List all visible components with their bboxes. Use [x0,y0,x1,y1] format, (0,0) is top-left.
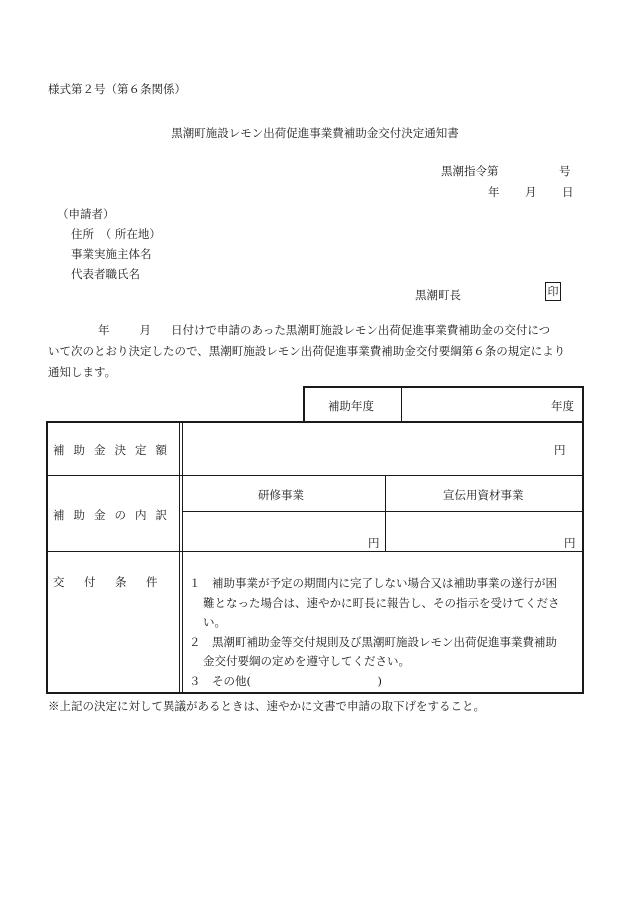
reference-number-prefix: 黒潮指令第 [441,164,499,178]
form-number: 様式第２号（第６条関係） [48,82,186,96]
decision-amount-label: 補助金決定額 [53,443,176,457]
body-line-2: いて次のとおり決定したので、黒潮町施設レモン出荷促進事業費補助金交付要綱第６条の規定により [48,344,566,358]
condition-2: ２ 黒潮町補助金等交付規則及び黒潮町施設レモン出荷促進事業費補助 [189,634,557,649]
applicant-address: 住所 （ 所在地） [71,227,161,241]
breakdown-col-training: 研修事業 [258,488,304,502]
body-line-1: 日付けで申請のあった黒潮町施設レモン出荷促進事業費補助金の交付につ [171,323,551,337]
decision-amount-unit: 円 [554,443,566,457]
applicant-entity: 事業実施主体名 [71,247,152,261]
fiscal-year-label: 補助年度 [328,399,374,413]
condition-1: １ 補助事業が予定の期間内に完了しない場合又は補助事業の遂行が困 [189,576,557,590]
breakdown-label: 補助金の内訳 [53,508,176,522]
conditions-label: 交 付 条 件 [53,575,162,589]
conditions-list [189,574,579,691]
document-title: 黒潮町施設レモン出荷促進事業費補助金交付決定通知書 [171,126,459,140]
condition-1-cont: 難となった場合は、速やかに町長に報告し、その指示を受けてください。 [203,595,560,629]
breakdown-unit-materials: 円 [564,536,576,550]
breakdown-col-materials: 宣伝用資材事業 [443,488,524,502]
body-year: 年 [98,323,110,337]
seal-mark: 印 [545,282,561,301]
date-year: 年 [488,185,500,199]
reference-number-suffix: 号 [559,164,571,178]
applicant-header: （申請者） [57,207,115,221]
footnote: ※上記の決定に対して異議があるときは、速やかに文書で申請の取下げをすること。 [48,699,485,713]
condition-2-cont: 金交付要綱の定めを遵守してください。 [203,654,410,668]
applicant-representative: 代表者職氏名 [71,267,140,281]
date-day: 日 [562,185,574,199]
issuer-title: 黒潮町長 [415,288,461,302]
fiscal-year-unit: 年度 [551,399,574,413]
breakdown-unit-training: 円 [368,536,380,550]
notice-body [48,320,583,383]
date-month: 月 [525,185,537,199]
condition-3: ３ その他( ) [189,673,382,688]
body-month: 月 [139,323,151,337]
body-line-3: 通知します。 [48,365,117,379]
